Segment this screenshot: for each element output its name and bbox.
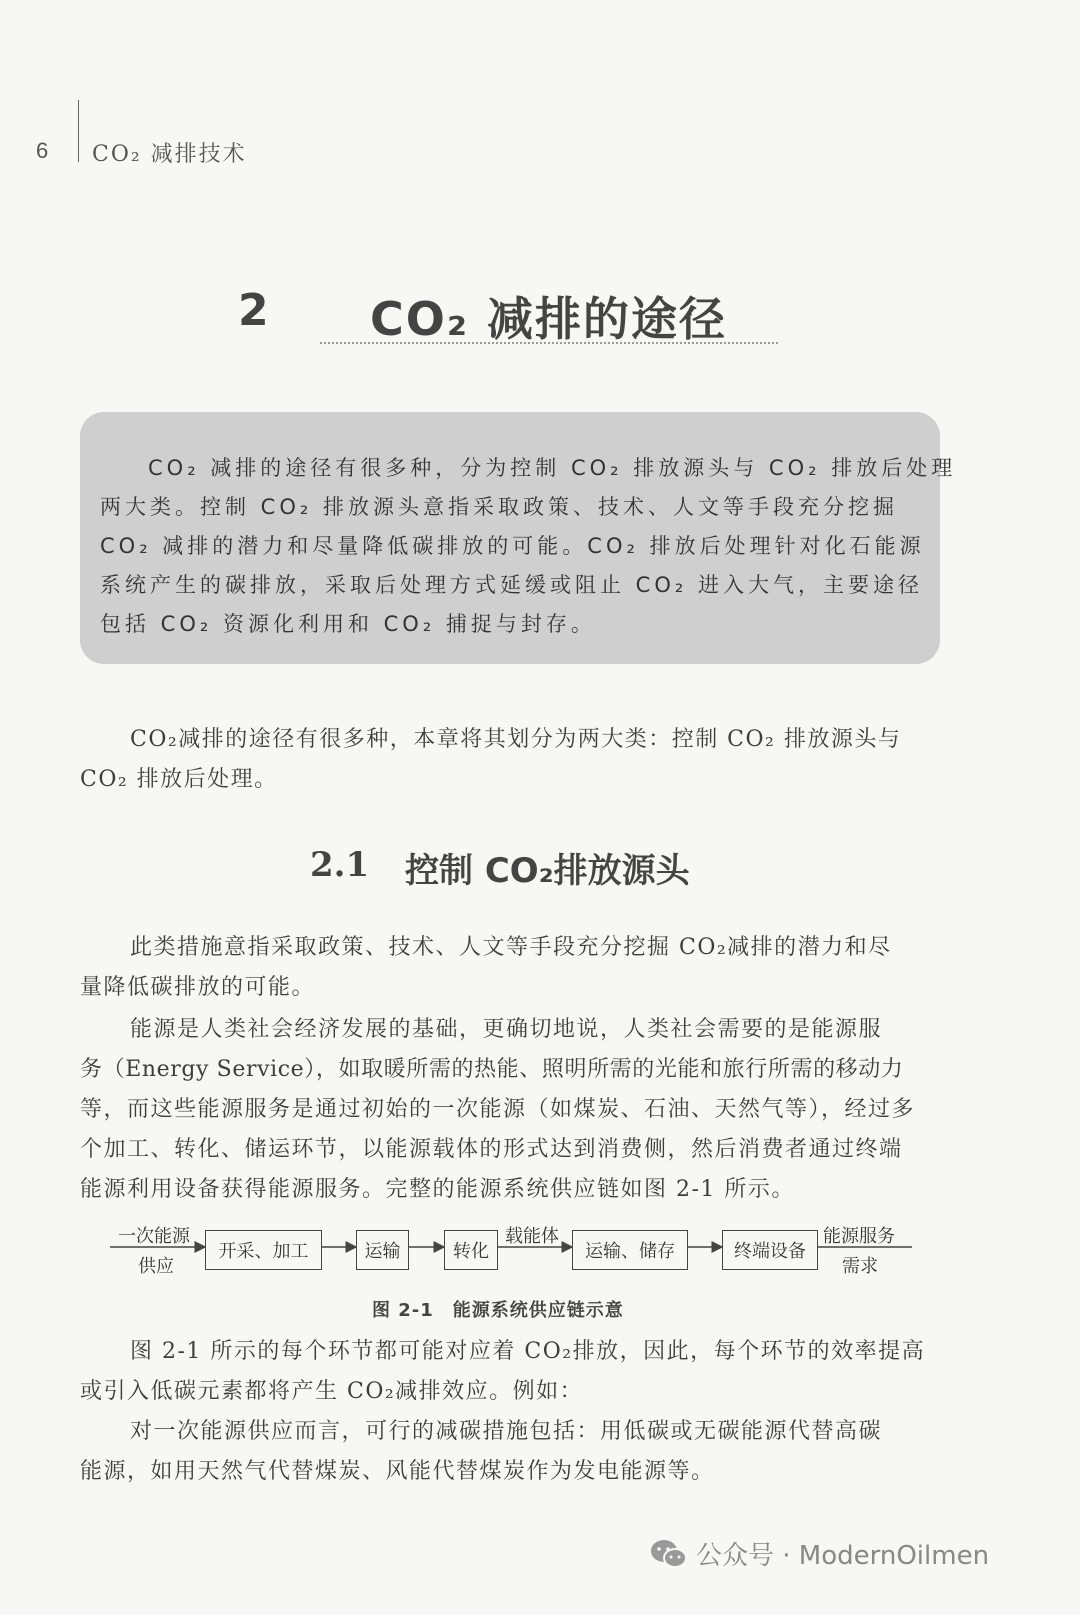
diagram-box: 运输、储存 (572, 1230, 688, 1270)
section-number: 2.1 (310, 845, 370, 885)
header-rule (78, 100, 79, 162)
diagram-carrier-label: 载能体 (505, 1226, 559, 1247)
diagram-box: 运输 (356, 1230, 409, 1270)
diagram-box: 转化 (444, 1230, 498, 1270)
abstract-line: 包括 CO₂ 资源化利用和 CO₂ 捕捉与封存。 (100, 612, 596, 636)
wechat-icon (650, 1538, 688, 1570)
para2-line: 能源利用设备获得能源服务。完整的能源系统供应链如图 2-1 所示。 (80, 1177, 795, 1202)
para4-line: 能源，如用天然气代替煤炭、风能代替煤炭作为发电能源等。 (80, 1459, 715, 1484)
figure-caption: 图 2-1 能源系统供应链示意 (372, 1300, 624, 1321)
chapter-title: CO₂ 减排的途径 (370, 292, 728, 346)
para2-line: 个加工、转化、储运环节，以能源载体的形式达到消费侧，然后消费者通过终端 (80, 1137, 903, 1162)
abstract-line: CO₂ 减排的途径有很多种，分为控制 CO₂ 排放源头与 CO₂ 排放后处理 (148, 456, 957, 480)
intro-line: CO₂ 排放后处理。 (80, 767, 278, 792)
chapter-number: 2 (238, 285, 269, 336)
abstract-line: 系统产生的碳排放，采取后处理方式延缓或阻止 CO₂ 进入大气，主要途径 (100, 573, 923, 597)
diagram-box: 开采、加工 (205, 1230, 322, 1270)
para3-line: 图 2-1 所示的每个环节都可能对应着 CO₂排放，因此，每个环节的效率提高 (130, 1339, 926, 1364)
watermark (650, 1535, 989, 1572)
intro-line: CO₂减排的途径有很多种，本章将其划分为两大类：控制 CO₂ 排放源头与 (130, 727, 902, 752)
para2-line: 务（Energy Service），如取暖所需的热能、照明所需的光能和旅行所需的移动力 (80, 1057, 904, 1082)
diagram-start-label: 一次能源 (118, 1226, 190, 1247)
abstract-line: 两大类。控制 CO₂ 排放源头意指采取政策、技术、人文等手段充分挖掘 (100, 495, 898, 519)
para1-line: 量降低碳排放的可能。 (80, 975, 316, 1000)
diagram-end-label: 需求 (842, 1256, 878, 1277)
para2-line: 能源是人类社会经济发展的基础，更确切地说，人类社会需要的是能源服 (130, 1017, 883, 1042)
para4-line: 对一次能源供应而言，可行的减碳措施包括：用低碳或无碳能源代替高碳 (130, 1419, 883, 1444)
abstract-line: CO₂ 减排的潜力和尽量降低碳排放的可能。CO₂ 排放后处理针对化石能源 (100, 534, 925, 558)
section-title: 控制 CO₂排放源头 (405, 851, 690, 891)
para2-line: 等，而这些能源服务是通过初始的一次能源（如煤炭、石油、天然气等），经过多 (80, 1097, 916, 1122)
diagram-box: 终端设备 (722, 1230, 818, 1270)
chapter-rule (320, 342, 778, 344)
para1-line: 此类措施意指采取政策、技术、人文等手段充分挖掘 CO₂减排的潜力和尽 (130, 935, 892, 960)
diagram-start-label: 供应 (138, 1256, 174, 1277)
para3-line: 或引入低碳元素都将产生 CO₂减排效应。例如： (80, 1379, 584, 1404)
page-number: 6 (36, 138, 49, 163)
watermark-text: 公众号 · ModernOilmen (696, 1541, 990, 1571)
diagram-end-label: 能源服务 (823, 1226, 895, 1247)
running-head: CO₂ 减排技术 (92, 142, 247, 167)
